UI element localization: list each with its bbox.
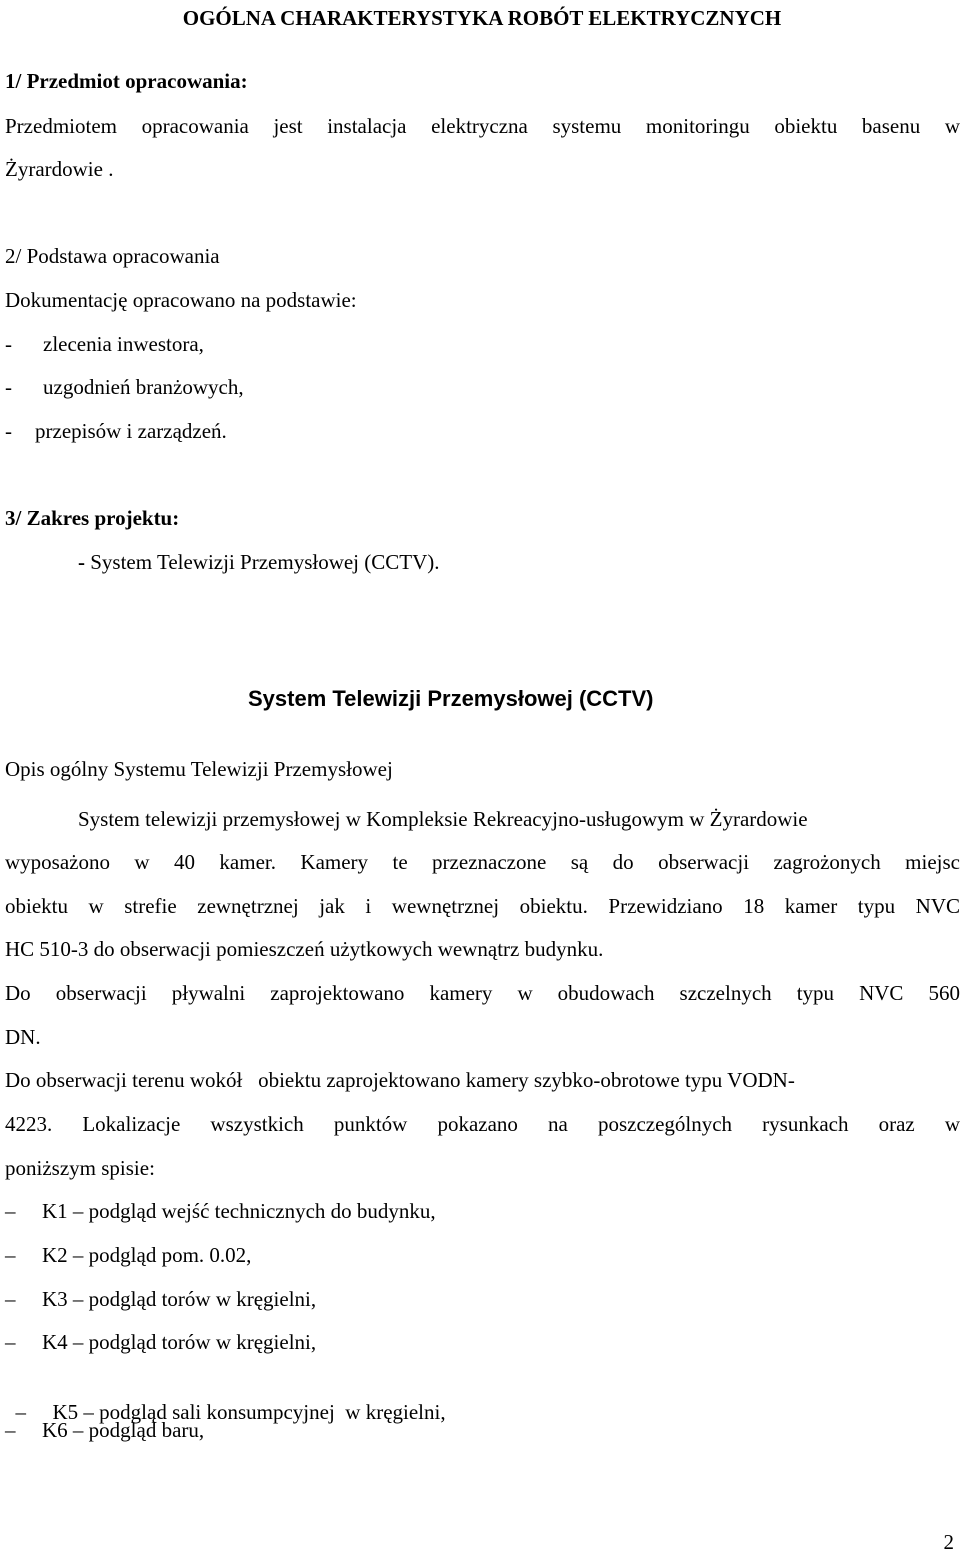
cctv-paragraph-1-line-2: wyposażono w 40 kamer. Kamery te przeznaczone są do obserwacji zagrożonych miejsc (5, 850, 960, 874)
list-dash: – (5, 1243, 16, 1267)
list-dash: – (5, 1287, 16, 1311)
scope-item (78, 549, 440, 575)
cctv-paragraph-1-line-1: System telewizji przemysłowej w Kompleksie Rekreacyjno-usługowym w Żyrardowie (78, 807, 808, 831)
camera-list-item (5, 1286, 316, 1312)
scope-dash: - (78, 550, 85, 574)
camera-list-item (5, 1417, 204, 1443)
basis-list-item (5, 418, 227, 444)
document-title: OGÓLNA CHARAKTERYSTYKA ROBÓT ELEKTRYCZNYCH (182, 6, 782, 30)
list-dash: - (5, 332, 12, 356)
camera-list-item (5, 1329, 316, 1355)
cctv-paragraph-3-line-3: poniższym spisie: (5, 1156, 155, 1180)
section-2-intro: Dokumentację opracowano na podstawie: (5, 288, 357, 312)
section-1-heading: 1/ Przedmiot opracowania: (5, 69, 248, 93)
camera-item-text: K2 – podgląd pom. 0.02, (42, 1243, 252, 1267)
basis-item-text: uzgodnień branżowych, (43, 375, 244, 399)
camera-list-item (5, 1242, 251, 1268)
camera-list-item (5, 1198, 436, 1224)
camera-item-text: K5 – podgląd sali konsumpcyjnej w kręgielni, (52, 1400, 446, 1424)
list-dash: – (5, 1330, 16, 1354)
scope-item-text: System Telewizji Przemysłowej (CCTV). (90, 550, 440, 574)
cctv-paragraph-2-line-1: Do obserwacji pływalni zaprojektowano kamery w obudowach szczelnych typu NVC 560 (5, 981, 960, 1005)
basis-item-text: przepisów i zarządzeń. (35, 419, 227, 443)
cctv-paragraph-2-line-2: DN. (5, 1025, 41, 1049)
basis-list-item (5, 331, 204, 357)
cctv-subheading: Opis ogólny Systemu Telewizji Przemysłowej (5, 757, 393, 781)
cctv-heading: System Telewizji Przemysłowej (CCTV) (248, 686, 654, 711)
basis-list-item (5, 374, 244, 400)
camera-item-text: K1 – podgląd wejść technicznych do budynku, (42, 1199, 436, 1223)
basis-item-text: zlecenia inwestora, (43, 332, 204, 356)
camera-item-text: K3 – podgląd torów w kręgielni, (42, 1287, 317, 1311)
section-1-text-line-2: Żyrardowie . (5, 157, 114, 181)
cctv-paragraph-3-line-1: Do obserwacji terenu wokół obiektu zaprojektowano kamery szybko-obrotowe typu VODN- (5, 1068, 795, 1092)
camera-item-text: K4 – podgląd torów w kręgielni, (42, 1330, 317, 1354)
cctv-paragraph-3-line-2: 4223. Lokalizacje wszystkich punktów pokazano na poszczególnych rysunkach oraz w (5, 1112, 960, 1136)
list-dash: – (15, 1400, 26, 1424)
section-3-heading: 3/ Zakres projektu: (5, 506, 180, 530)
cctv-paragraph-1-line-4: HC 510-3 do obserwacji pomieszczeń użytkowych wewnątrz budynku. (5, 937, 604, 961)
camera-item-text: K6 – podgląd baru, (42, 1418, 205, 1442)
page-number: 2 (943, 1530, 954, 1554)
list-dash: – (5, 1199, 16, 1223)
list-dash: - (5, 375, 12, 399)
section-1-text-line-1: Przedmiotem opracowania jest instalacja elektryczna systemu monitoringu obiektu basenu w (5, 114, 960, 138)
list-dash: - (5, 419, 12, 443)
list-dash: – (5, 1418, 16, 1442)
cctv-paragraph-1-line-3: obiektu w strefie zewnętrznej jak i wewnętrznej obiektu. Przewidziano 18 kamer typu NVC (5, 894, 960, 918)
section-2-heading: 2/ Podstawa opracowania (5, 244, 220, 268)
